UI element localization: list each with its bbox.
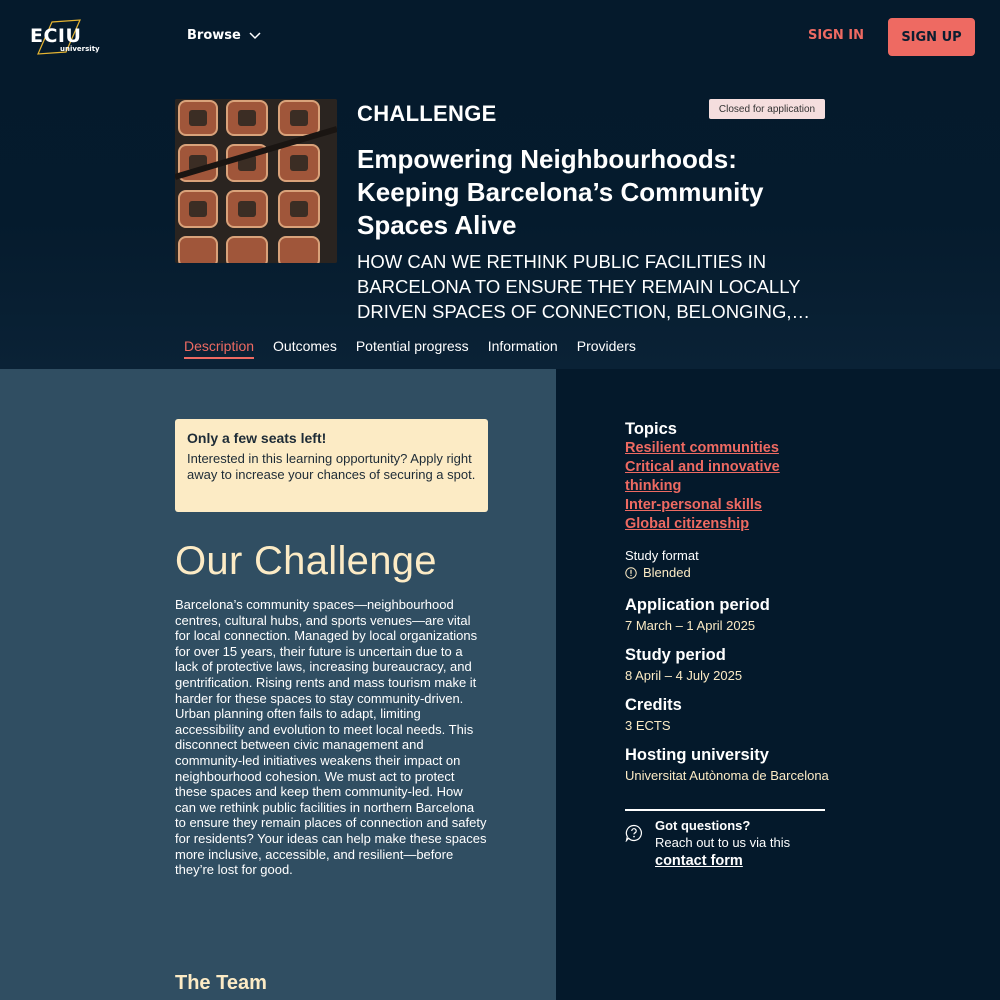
challenge-image xyxy=(175,99,337,263)
credits-value: 3 ECTS xyxy=(625,718,671,733)
info-icon xyxy=(625,567,637,579)
category-label: CHALLENGE xyxy=(357,101,497,126)
page-subtitle: HOW CAN WE RETHINK PUBLIC FACILITIES IN BARCELONA TO ENSURE THEY REMAIN LOCALLY DRIVEN SPACES OF CONNECTION, BELONGING, xyxy=(357,251,801,322)
tab-information[interactable]: Information xyxy=(487,338,558,354)
tab-potential-progress[interactable]: Potential progress xyxy=(355,338,469,354)
application-period-label: Application period xyxy=(625,596,770,614)
contact-form-link[interactable]: contact form xyxy=(655,853,743,869)
topic-link[interactable]: Inter-personal skills xyxy=(625,497,762,513)
study-period-value: 8 April – 4 July 2025 xyxy=(625,668,743,683)
questions-title: Got questions? xyxy=(655,818,751,833)
questions-text: Reach out to us via this xyxy=(655,835,791,850)
browse-menu[interactable] xyxy=(187,28,261,43)
application-period-section xyxy=(625,596,835,634)
section-heading: Our Challenge xyxy=(175,539,437,583)
hosting-label: Hosting university xyxy=(625,746,769,764)
topics-section xyxy=(625,420,835,534)
logo-text: ECIU xyxy=(30,25,82,47)
questions-text-group xyxy=(655,818,790,870)
team-heading: The Team xyxy=(175,972,267,994)
credits-section xyxy=(625,696,835,734)
logo-subtext: university xyxy=(60,45,100,53)
status-badge: Closed for application xyxy=(709,99,825,119)
tab-description[interactable]: Description xyxy=(184,338,254,359)
study-period-label: Study period xyxy=(625,646,726,664)
study-format-section xyxy=(625,548,835,580)
sign-in-button[interactable]: SIGN IN xyxy=(808,28,864,43)
tab-bar xyxy=(184,338,636,359)
browse-label: Browse xyxy=(187,28,241,43)
question-bubble-icon xyxy=(625,824,643,842)
study-format-value: Blended xyxy=(643,565,691,580)
questions-box xyxy=(625,818,835,870)
eciu-logo[interactable] xyxy=(30,18,100,58)
topics-heading: Topics xyxy=(625,420,677,438)
main-content xyxy=(0,369,556,1000)
credits-label: Credits xyxy=(625,696,682,714)
topic-link[interactable]: Resilient communities xyxy=(625,440,779,456)
sign-up-button[interactable]: SIGN UP xyxy=(888,18,975,56)
tab-outcomes[interactable]: Outcomes xyxy=(273,338,337,354)
chevron-down-icon xyxy=(249,32,261,40)
page-header xyxy=(0,0,1000,370)
notice-text: Interested in this learning opportunity? Apply right away to increase your chances of securing a spot. xyxy=(187,451,476,482)
seats-notice xyxy=(175,419,488,512)
study-format-label: Study format xyxy=(625,548,699,563)
page-title: Empowering Neighbourhoods: Keeping Barcelona’s Community Spaces Alive xyxy=(357,144,764,240)
divider xyxy=(625,809,825,811)
study-format-value-row xyxy=(625,565,835,580)
notice-title: Only a few seats left! xyxy=(187,430,327,446)
hosting-section xyxy=(625,746,835,784)
topic-link[interactable]: Global citizenship xyxy=(625,516,750,532)
tab-providers[interactable]: Providers xyxy=(576,338,636,354)
hosting-value: Universitat Autònoma de Barcelona xyxy=(625,768,829,783)
info-sidebar xyxy=(556,369,1000,1000)
application-period-value: 7 March – 1 April 2025 xyxy=(625,618,756,633)
challenge-description: Barcelona’s community spaces—neighbourhood centres, cultural hubs, and sports venues—are vital for local connection. Managed by local organizations for over 15 years, their future is uncertain due to a lack of protective laws, increasing bureaucracy, and gentrification. Rising rents and mass tourism make it harder for these spaces to stay community-driven. Urban planning often fails to adapt, limiting accessibility and evolution to meet local needs. This disconnect between civic management and community-led initiatives weakens their impact on neighbourhood cohesion. We must act to protect these spaces and keep them community-led. How can we rethink public facilities in northern Barcelona to ensure they remain places of connection and safety for residents? Your ideas can help make these spaces more inclusive, accessible, and resilient—before they’re lost for good. xyxy=(175,597,487,878)
topic-link[interactable]: Critical and innovative thinking xyxy=(625,459,780,494)
study-period-section xyxy=(625,646,835,684)
city-aerial-image xyxy=(175,99,337,263)
